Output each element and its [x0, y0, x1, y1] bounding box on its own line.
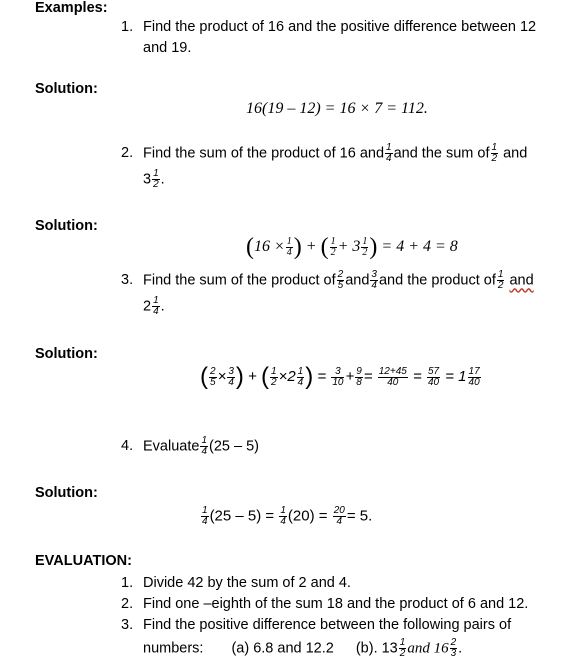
frac-num: 1 — [497, 269, 504, 280]
frac-den: 5 — [337, 280, 344, 291]
frac-den: 4 — [228, 376, 234, 388]
evaluation-3-frac-1 — [399, 638, 407, 659]
example-4-number: 4. — [121, 438, 134, 455]
s4-term-c: = 5. — [346, 507, 373, 525]
s3-frac-3 — [270, 367, 278, 388]
s3-frac-r2 — [355, 367, 363, 388]
solution-2-equation: (16 × $\frac{1}{4}$ ) + ( $\frac{1}{2}$ + 3 $\frac{1}{2}$ ) = 4 + 4 = 8 — [246, 234, 458, 260]
s2-term-a: 16 × — [254, 238, 285, 256]
solution-2-heading: Solution: — [35, 218, 98, 234]
example-1 — [121, 17, 536, 38]
evaluation-1 — [121, 573, 351, 594]
paren-open: ( — [200, 363, 208, 390]
plus-sign: + — [345, 367, 355, 385]
mixed-whole: 1 — [458, 367, 467, 385]
solution-3-equation: ( $\frac{2}{5}$ × $\frac{3}{4}$ ) + ( $\frac{1}{2}$ ×2 $\frac{1}{4}$ ) = $\frac{3}{10}$ + $\frac{9}{8}$ = $\frac{12+45}{40}$ = $\frac{57}{40}$ = 1 $\frac{17}{40}$ — [200, 363, 480, 390]
evaluation-heading: EVALUATION: — [35, 553, 132, 569]
frac-den: 2 — [330, 247, 336, 258]
s2-frac-b — [330, 237, 337, 258]
evaluation-3-frac-2 — [450, 638, 458, 659]
frac-num: 1 — [297, 365, 304, 377]
equals-sign: = — [363, 367, 373, 385]
s4-term-a: (25 – 5) = — [209, 507, 275, 525]
frac-num: 17 — [468, 365, 480, 377]
frac-num: 20 — [333, 505, 345, 516]
frac-den: 8 — [356, 376, 362, 388]
equals-sign: = — [413, 367, 422, 385]
s3-frac-r3 — [378, 367, 408, 388]
frac-num: 1 — [153, 295, 159, 306]
frac-num: 2 — [337, 269, 344, 280]
frac-num: 3 — [335, 365, 341, 377]
frac-den: 2 — [491, 153, 498, 164]
frac-den: 2 — [153, 179, 159, 190]
frac-den: 3 — [450, 648, 457, 659]
frac-den: 4 — [201, 446, 207, 457]
frac-num: 2 — [450, 637, 457, 648]
frac-num: 1 — [399, 637, 406, 648]
frac-num: 1 — [330, 236, 336, 247]
frac-den: 4 — [286, 247, 292, 258]
example-1-number: 1. — [121, 19, 134, 35]
period: . — [160, 171, 165, 188]
example-3-frac-b — [370, 270, 378, 291]
example-2 — [121, 143, 527, 164]
example-2-text-b: and the sum of — [393, 145, 490, 162]
example-3-text-d: and — [509, 272, 534, 289]
frac-den: 4 — [280, 516, 286, 527]
frac-den: 4 — [333, 516, 346, 527]
evaluation-3-label: numbers: — [143, 640, 204, 657]
s3-frac-1 — [209, 367, 217, 388]
example-3-text-c: and the product of — [378, 272, 496, 289]
evaluation-3-number: 3. — [121, 617, 134, 633]
s4-frac-g — [279, 506, 287, 527]
paren-close: ) — [235, 363, 244, 390]
frac-den: 10 — [332, 376, 344, 388]
evaluation-2 — [121, 594, 528, 615]
example-3-number: 3. — [121, 272, 134, 289]
example-3-mixed-frac — [152, 296, 160, 317]
frac-num: 3 — [228, 365, 234, 377]
paren-close: ) — [305, 363, 314, 390]
frac-den: 2 — [271, 376, 277, 388]
evaluation-2-number: 2. — [121, 596, 134, 612]
mixed-whole: 2 — [287, 367, 296, 385]
s3-frac-4 — [297, 367, 305, 388]
times-sign: × — [278, 367, 288, 385]
example-2-mixed-frac — [152, 169, 160, 190]
frac-den: 40 — [468, 376, 480, 388]
example-3-frac-c — [497, 270, 505, 291]
evaluation-3-part-b: (b). 13 — [355, 640, 398, 657]
frac-num: 1 — [362, 236, 368, 247]
frac-num: 57 — [427, 365, 440, 377]
s3-frac-r1 — [331, 367, 344, 388]
paren-close: ) — [293, 234, 302, 260]
s4-frac-f — [201, 506, 209, 527]
paren-open: ( — [246, 234, 254, 260]
example-3-text-a: Find the sum of the product of — [143, 272, 336, 289]
example-3-frac-a — [337, 270, 345, 291]
mixed-whole: 2 — [143, 298, 152, 315]
example-1-line2: and 19. — [143, 40, 192, 56]
frac-num: 12+45 — [378, 365, 407, 377]
s3-frac-r4 — [427, 367, 440, 388]
solution-4-heading: Solution: — [35, 485, 98, 501]
example-1-line1: Find the product of 16 and the positive difference between 12 — [143, 19, 537, 35]
solution-4-equation — [200, 506, 372, 527]
evaluation-1-number: 1. — [121, 575, 134, 591]
frac-num: 1 — [491, 142, 498, 153]
example-2-frac-a — [385, 143, 393, 164]
frac-den: 4 — [202, 516, 208, 527]
frac-num: 2 — [210, 365, 216, 377]
example-3 — [121, 270, 534, 291]
period: . — [458, 640, 463, 657]
evaluation-3-line1: Find the positive difference between the following pairs of — [143, 617, 512, 633]
evaluation-3-line2 — [143, 638, 462, 659]
evaluation-1-text: Divide 42 by the sum of 2 and 4. — [143, 575, 351, 591]
example-2-text-a: Find the sum of the product of 16 and — [143, 145, 385, 162]
times-sign: × — [217, 367, 227, 385]
period: . — [160, 298, 165, 315]
example-4-text-b: (25 – 5) — [209, 438, 259, 455]
frac-den: 2 — [399, 648, 406, 659]
s2-frac-a — [286, 237, 293, 258]
evaluation-3-part-a: (a) 6.8 and 12.2 — [231, 640, 334, 657]
frac-den: 40 — [378, 377, 408, 388]
frac-num: 1 — [153, 168, 159, 179]
frac-num: 1 — [201, 435, 207, 446]
evaluation-3-and: and 16 — [407, 640, 449, 657]
evaluation-2-text: Find one –eighth of the sum 18 and the product of 6 and 12. — [143, 596, 529, 612]
solution-3-heading: Solution: — [35, 346, 98, 362]
frac-den: 2 — [497, 280, 504, 291]
solution-1-equation: 16(19 – 12) = 16 × 7 = 112. — [246, 100, 428, 117]
mixed-whole: 3 — [143, 171, 152, 188]
example-2-number: 2. — [121, 145, 134, 162]
frac-num: 3 — [371, 269, 377, 280]
frac-num: 9 — [356, 365, 362, 377]
example-4-frac — [200, 436, 208, 457]
example-2-frac-b — [491, 143, 499, 164]
frac-num: 1 — [271, 365, 277, 377]
example-2-text-c: and — [503, 145, 528, 162]
frac-den: 4 — [153, 306, 159, 317]
s2-frac-c — [361, 237, 368, 258]
s4-term-b: (20) = — [287, 507, 328, 525]
frac-den: 40 — [427, 376, 440, 388]
paren-open: ( — [261, 363, 269, 390]
evaluation-3 — [121, 615, 511, 636]
example-3-text-b: and — [345, 272, 370, 289]
frac-den: 2 — [362, 247, 368, 258]
solution-1-heading: Solution: — [35, 81, 98, 97]
example-4 — [121, 436, 259, 457]
frac-num: 1 — [202, 505, 208, 516]
s3-frac-r5 — [468, 367, 481, 388]
paren-open: ( — [320, 234, 329, 260]
example-4-text-a: Evaluate — [143, 438, 200, 455]
example-3-line2 — [143, 296, 165, 317]
frac-num: 1 — [280, 505, 286, 516]
frac-den: 5 — [210, 376, 216, 388]
example-2-line2 — [143, 169, 165, 190]
s3-frac-2 — [227, 367, 235, 388]
frac-den: 4 — [297, 376, 304, 388]
equals-sign: = — [317, 367, 327, 385]
frac-den: 4 — [386, 153, 392, 164]
examples-heading: Examples: — [35, 0, 108, 16]
frac-den: 4 — [371, 280, 377, 291]
equals-sign: = — [445, 367, 454, 385]
s2-result: = 4 + 4 = 8 — [381, 238, 458, 256]
s4-frac-h — [333, 506, 346, 527]
s2-plus: + 3 — [337, 238, 361, 256]
frac-num: 1 — [386, 142, 392, 153]
paren-close: ) — [369, 234, 378, 260]
frac-num: 1 — [286, 236, 292, 247]
